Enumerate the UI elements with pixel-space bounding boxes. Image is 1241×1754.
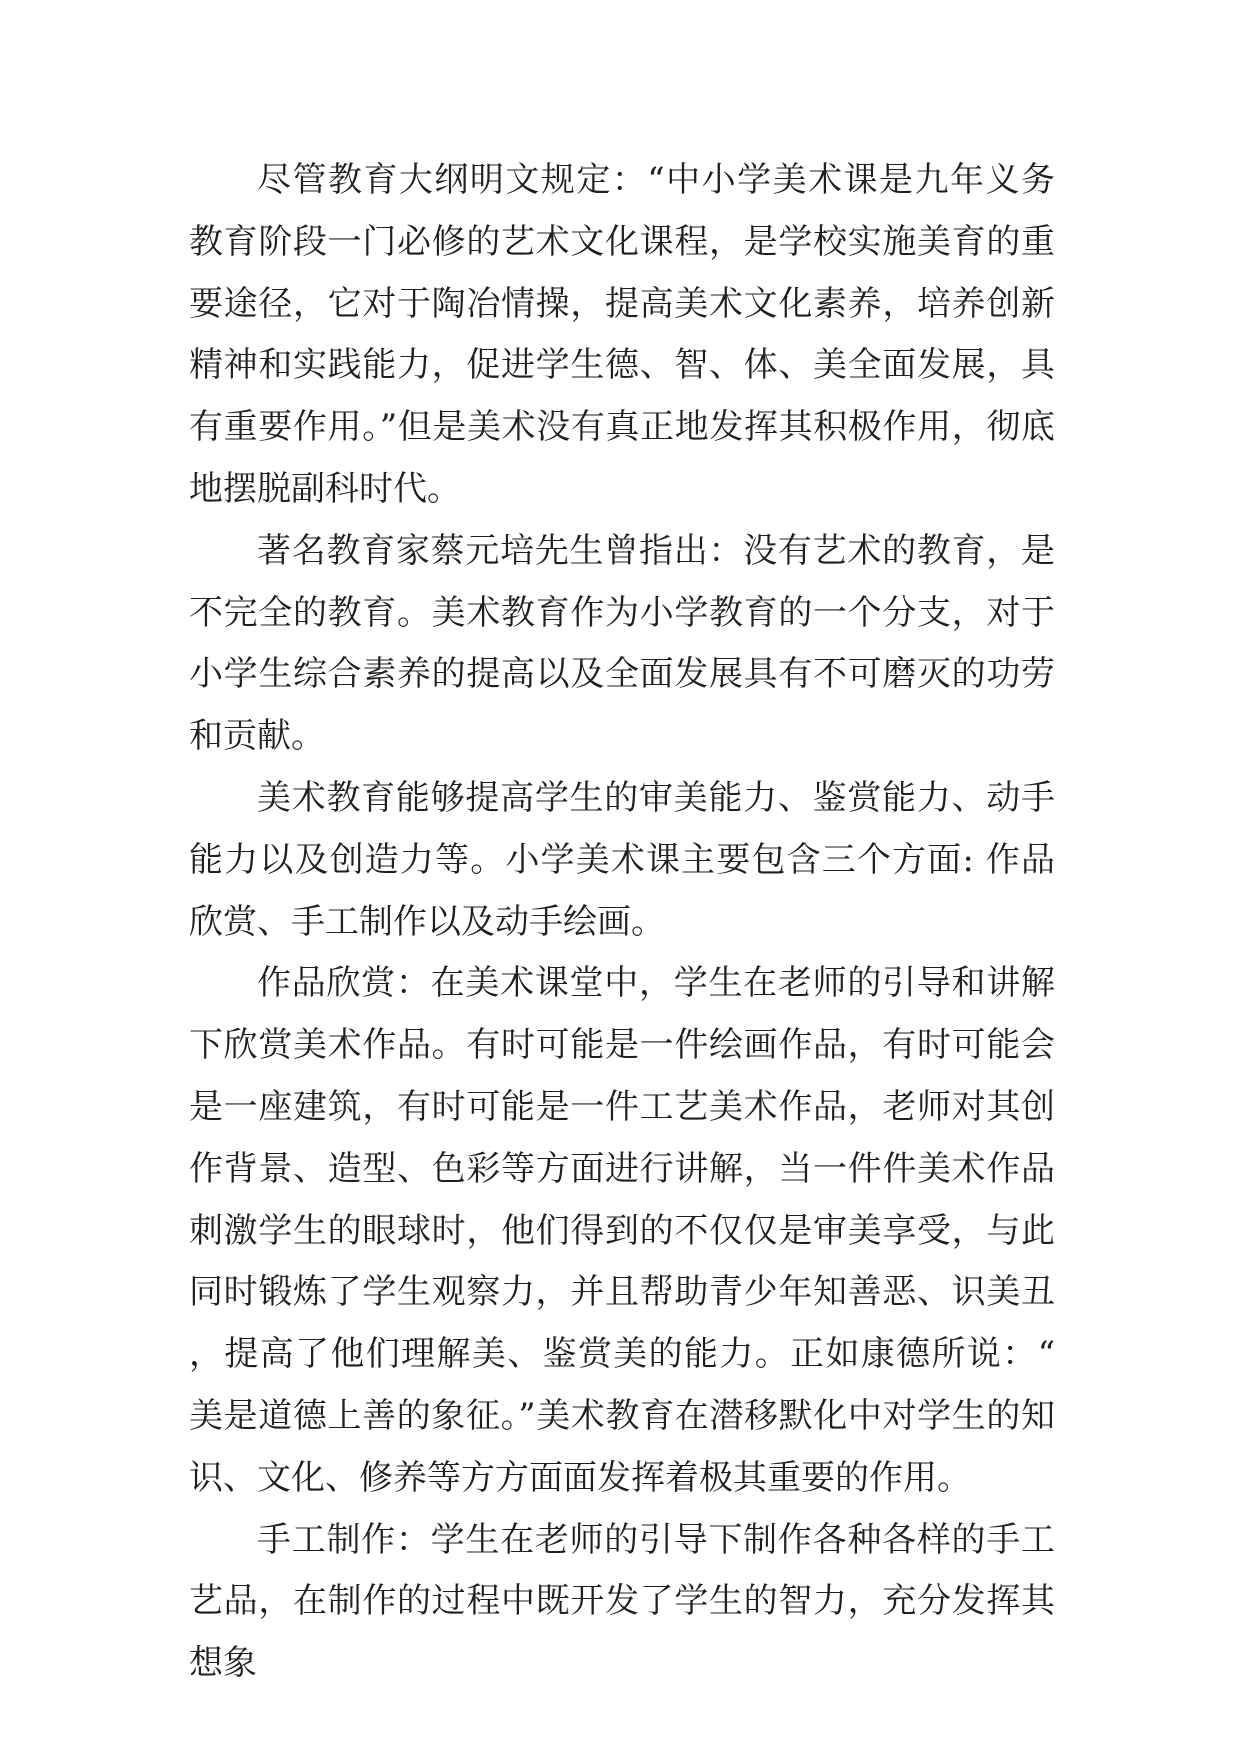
paragraph-handicraft: 手工制作：学生在老师的引导下制作各种各样的手工艺品，在制作的过程中既开发了学生的智力，充分发挥其想象 — [189, 1519, 1055, 1684]
paragraph-art-education-abilities: 美术教育能够提高学生的审美能力、鉴赏能力、动手能力以及创造力等。小学美术课主要包含三个方面: 作品欣赏、手工制作以及动手绘画。 — [189, 777, 1055, 942]
paragraph-cai-yuanpei-quote: 著名教育家蔡元培先生曾指出：没有艺术的教育，是不完全的教育。美术教育作为小学教育的一个分支，对于小学生综合素养的提高以及全面发展具有不可磨灭的功劳和贡献。 — [189, 530, 1055, 757]
paragraph-curriculum-requirement: 尽管教育大纲明文规定：“中小学美术课是九年义务教育阶段一门必修的艺术文化课程，是学校实施美育的重要途径，它对于陶冶情操，提高美术文化素养，培养创新精神和实践能力，促进学生德、智、体、美全面发展，具有重要作用。”但是美术没有真正地发挥其积极作用，彻底地摆脱副科时代。 — [189, 160, 1055, 509]
paragraph-artwork-appreciation: 作品欣赏：在美术课堂中，学生在老师的引导和讲解下欣赏美术作品。有时可能是一件绘画作品，有时可能会是一座建筑，有时可能是一件工艺美术作品，老师对其创作背景、造型、色彩等方面进行讲解，当一件件美术作品刺激学生的眼球时，他们得到的不仅仅是审美享受，与此同时锻炼了学生观察力，并且帮助青少年知善恶、识美丑，提高了他们理解美、鉴赏美的能力。正如康德所说：“美是道德上善的象征。”美术教育在潜移默化中对学生的知识、文化、修养等方方面面发挥着极其重要的作用。 — [189, 963, 1055, 1498]
body-text — [189, 150, 1055, 1695]
